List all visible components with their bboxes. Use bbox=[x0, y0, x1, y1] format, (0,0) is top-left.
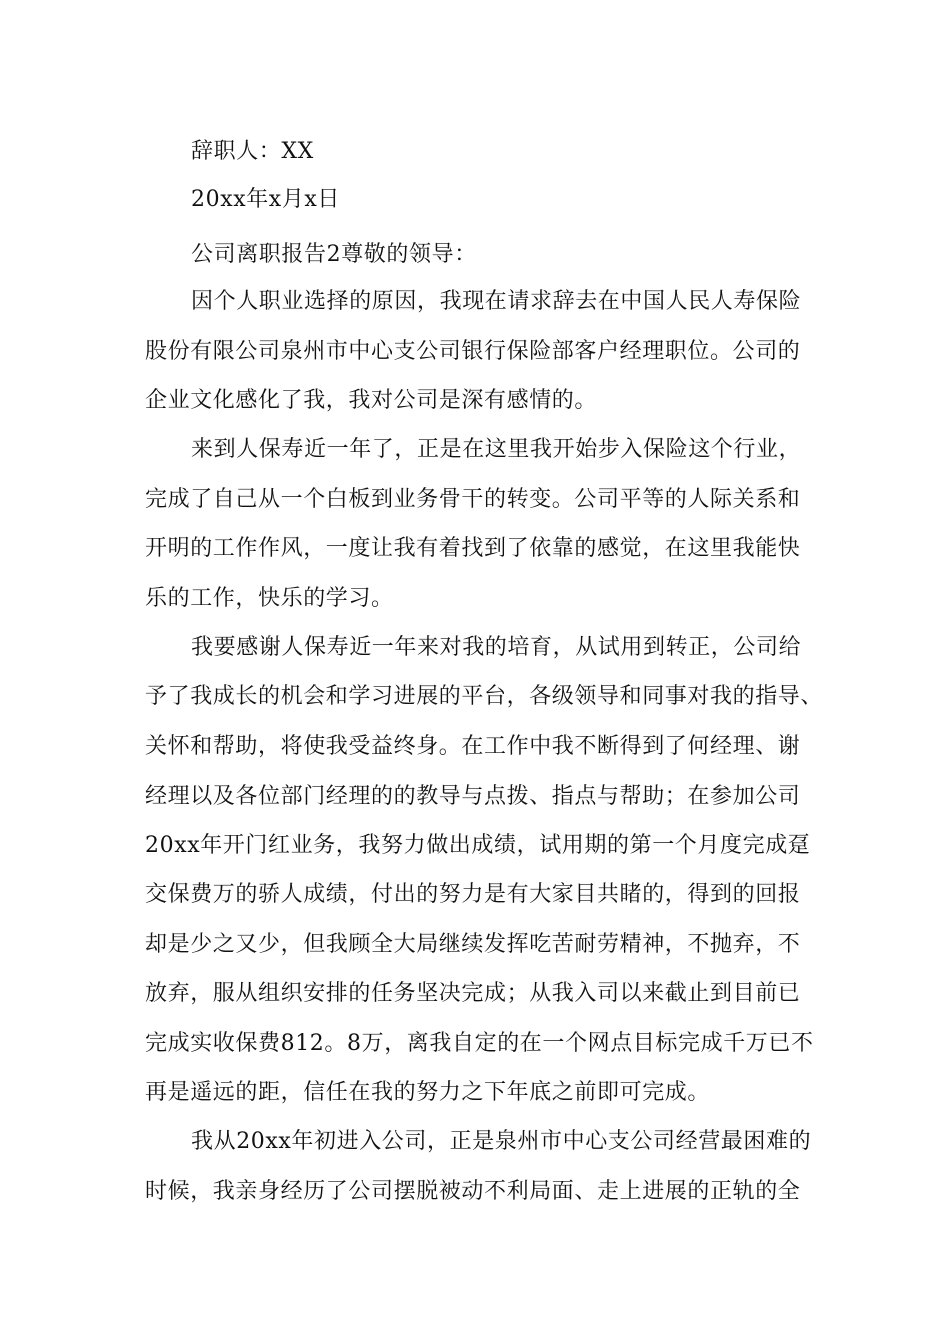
paragraph-line: 时候，我亲身经历了公司摆脱被动不利局面、走上进展的正轨的全 bbox=[145, 1179, 801, 1204]
paragraph-line: 开明的工作作风，一度让我有着找到了依靠的感觉，在这里我能快 bbox=[145, 536, 801, 561]
date-line: 20xx年x月x日 bbox=[191, 187, 341, 212]
paragraph-line: 完成实收保费812。8万，离我自定的在一个网点目标完成千万已不 bbox=[145, 1031, 814, 1056]
paragraph-line: 却是少之又少，但我顾全大局继续发挥吃苦耐劳精神，不抛弃，不 bbox=[145, 932, 801, 957]
paragraph-line: 再是遥远的距，信任在我的努力之下年底之前即可完成。 bbox=[145, 1080, 711, 1105]
paragraph-line: 经理以及各位部门经理的的教导与点拨、指点与帮助；在参加公司 bbox=[145, 784, 801, 809]
signer-line: 辞职人：XX bbox=[191, 139, 314, 164]
paragraph-line: 股份有限公司泉州市中心支公司银行保险部客户经理职位。公司的 bbox=[145, 339, 801, 364]
paragraph-line: 乐的工作，快乐的学习。 bbox=[145, 586, 394, 611]
paragraph-line: 放弃，服从组织安排的任务坚决完成；从我入司以来截止到目前已 bbox=[145, 981, 801, 1006]
report-title-salutation: 公司离职报告2尊敬的领导： bbox=[191, 242, 477, 267]
paragraph-line: 完成了自己从一个白板到业务骨干的转变。公司平等的人际关系和 bbox=[145, 487, 801, 512]
paragraph-line: 企业文化感化了我，我对公司是深有感情的。 bbox=[145, 388, 598, 413]
paragraph-line: 交保费万的骄人成绩，付出的努力是有大家目共睹的，得到的回报 bbox=[145, 882, 801, 907]
paragraph-line: 因个人职业选择的原因，我现在请求辞去在中国人民人寿保险 bbox=[191, 289, 802, 314]
paragraph-line: 予了我成长的机会和学习进展的平台，各级领导和同事对我的指导、 bbox=[145, 684, 824, 709]
paragraph-line: 来到人保寿近一年了，正是在这里我开始步入保险这个行业， bbox=[191, 437, 802, 462]
paragraph-line: 我从20xx年初进入公司，正是泉州市中心支公司经营最困难的 bbox=[191, 1129, 812, 1154]
paragraph-line: 我要感谢人保寿近一年来对我的培育，从试用到转正，公司给 bbox=[191, 635, 802, 660]
paragraph-line: 关怀和帮助，将使我受益终身。在工作中我不断得到了何经理、谢 bbox=[145, 734, 801, 759]
paragraph-line: 20xx年开门红业务，我努力做出成绩，试用期的第一个月度完成趸 bbox=[145, 833, 811, 858]
